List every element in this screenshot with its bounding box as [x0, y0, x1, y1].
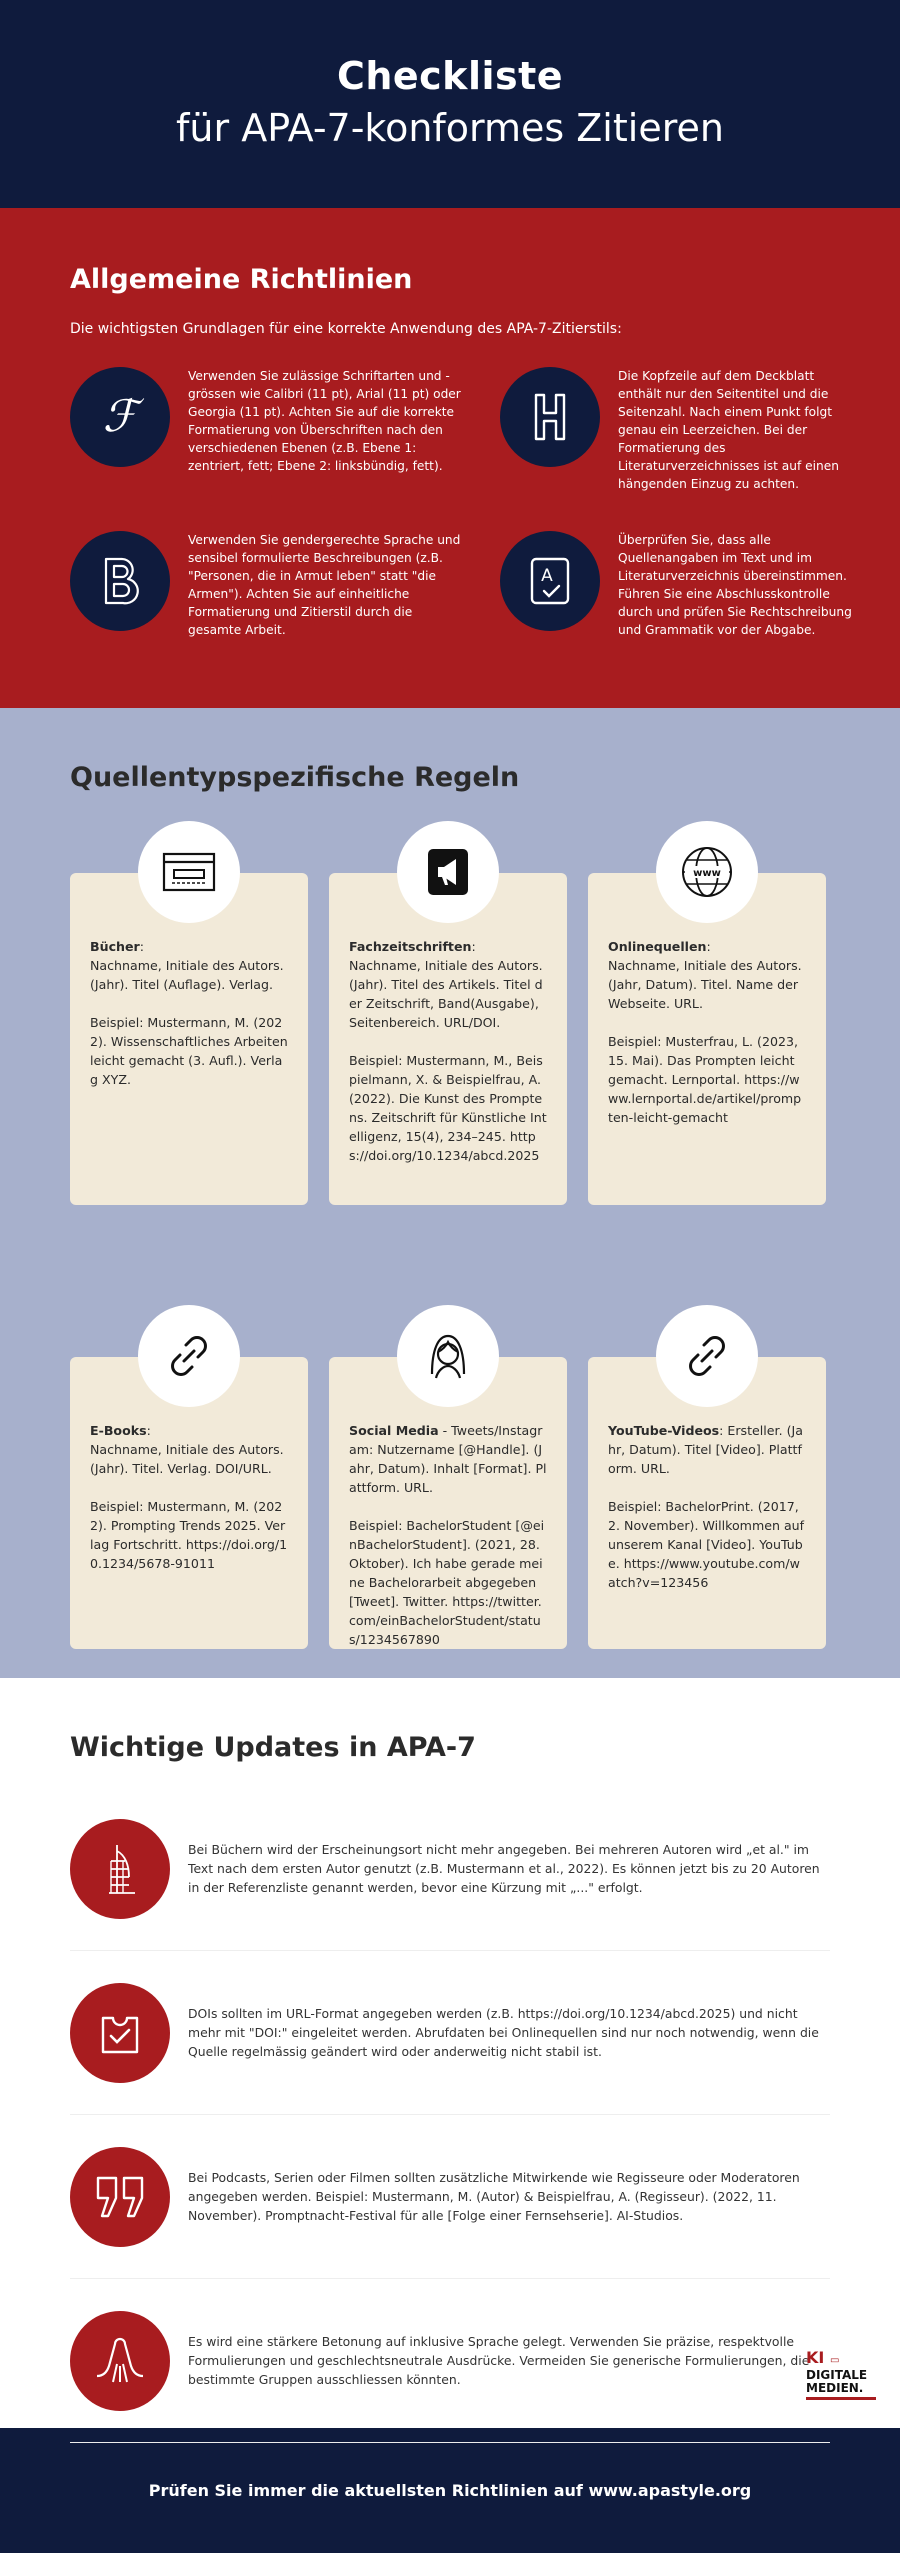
page-subtitle: für APA-7-konformes Zitieren	[176, 106, 724, 150]
source-example: Beispiel: Mustermann, M. (2022). Wissenschaftliches Arbeiten leicht gemacht (3. Aufl.). Verlag XYZ.	[90, 1015, 288, 1087]
guideline-text: Überprüfen Sie, dass alle Quellenangaben im Text und im Literaturverzeichnis übereinstimmen. Führen Sie eine Abschlusskontrolle durch und prüfen Sie Rechtschreibung und Grammatik vor der Abgabe.	[618, 533, 852, 637]
source-rule: Nachname, Initiale des Autors. (Jahr). Titel. Verlag. DOI/URL.	[90, 1442, 284, 1476]
source-example: Beispiel: Mustermann, M. (2022). Prompting Trends 2025. Verlag Fortschritt. https://doi.org/10.1234/5678-91011	[90, 1499, 288, 1571]
link-icon	[138, 1305, 240, 1407]
source-title: YouTube-Videos	[608, 1423, 720, 1438]
source-card-journals	[329, 821, 567, 1205]
guideline-item-header	[500, 367, 855, 493]
quote-icon	[70, 2147, 170, 2247]
source-card-body: Bücher: Nachname, Initiale des Autors. (Jahr). Titel (Auflage). Verlag. Beispiel: Mustermann, M. (2022). Wissenschaftliches Arbeiten leicht gemacht (3. Aufl.). Verlag XYZ.	[70, 873, 308, 1205]
general-heading: Allgemeine Richtlinien	[70, 264, 413, 295]
page-header	[0, 0, 900, 208]
update-text: Es wird eine stärkere Betonung auf inklusive Sprache gelegt. Verwenden Sie präzise, respektvolle Formulierungen und geschlechtsneutrale Ausdrücke. Vermeiden Sie generische Formulierungen, die bestimmte Gruppen ausschliessen könnten.	[188, 2334, 810, 2387]
woman-icon	[397, 1305, 499, 1407]
update-item	[70, 1951, 830, 2115]
globe-icon	[656, 821, 758, 923]
source-example: Beispiel: BachelorStudent [@einBachelorStudent]. (2021, 28. Oktober). Ich habe gerade meine Bachelorarbeit abgegeben [Tweet]. Twitter. https://twitter.com/einBachelorStudent/status/1234567890	[349, 1518, 545, 1647]
page-footer	[0, 2428, 900, 2553]
svg-text:ℱ: ℱ	[102, 391, 138, 442]
source-card-social	[329, 1305, 567, 1649]
building-icon	[70, 1819, 170, 1919]
guideline-text: Verwenden Sie zulässige Schriftarten und -grössen wie Calibri (11 pt), Arial (11 pt) oder Georgia (11 pt). Achten Sie auf die korrekte Formatierung von Überschriften nach den verschiedenen Ebenen (z.B. Ebene 1: zentriert, fett; Ebene 2: linksbündig, fett).	[188, 369, 461, 473]
font-icon	[70, 367, 170, 467]
svg-text:A: A	[541, 566, 553, 586]
link-icon	[656, 1305, 758, 1407]
book-icon	[138, 821, 240, 923]
general-guidelines-section	[0, 208, 900, 708]
update-text: Bei Podcasts, Serien oder Filmen sollten zusätzliche Mitwirkende wie Regisseure oder Moderatoren angegeben werden. Beispiel: Mustermann, M. (Autor) & Beispielfrau, A. (Regisseur). (2022, 11. November). Promptnacht-Festival für alle [Folge einer Fernsehserie]. AI-Studios.	[188, 2170, 800, 2223]
updates-section	[0, 1678, 900, 2428]
source-rule: Nachname, Initiale des Autors. (Jahr). Titel (Auflage). Verlag.	[90, 958, 284, 992]
source-example: Beispiel: BachelorPrint. (2017, 2. November). Willkommen auf unserem Kanal [Video]. YouTube. https://www.youtube.com/watch?v=123456	[608, 1499, 805, 1590]
calendar-check-icon	[70, 1983, 170, 2083]
svg-text:www: www	[693, 868, 721, 879]
source-title: Onlinequellen	[608, 939, 707, 954]
inclusion-icon	[70, 2311, 170, 2411]
update-text: DOIs sollten im URL-Format angegeben werden (z.B. https://doi.org/10.1234/abcd.2025) und nicht mehr mit "DOI:" eingeleitet werden. Abrufdaten bei Onlinequellen sind nur noch notwendig, wenn die Quelle regelmässig geändert wird oder anderweitig nicht stabil ist.	[188, 2006, 819, 2059]
update-text: Bei Büchern wird der Erscheinungsort nicht mehr angegeben. Bei mehreren Autoren wird „et al." im Text nach dem ersten Autor genutzt (z.B. Mustermann et al., 2022). Es können jetzt bis zu 20 Autoren in der Referenzliste genannt werden, bevor eine Kürzung mit „..." erfolgt.	[188, 1842, 820, 1895]
ki-digitale-medien-logo: KI ▭ DIGITALE MEDIEN.	[806, 2350, 878, 2400]
megaphone-icon	[397, 821, 499, 923]
spellcheck-icon	[500, 531, 600, 631]
guideline-item-language	[70, 531, 465, 639]
source-example: Beispiel: Musterfrau, L. (2023, 15. Mai). Das Prompten leicht gemacht. Lernportal. https://www.lernportal.de/artikel/prompten-leicht-gemacht	[608, 1034, 802, 1125]
general-intro: Die wichtigsten Grundlagen für eine korrekte Anwendung des APA-7-Zitierstils:	[70, 321, 622, 337]
guideline-item-fonts	[70, 367, 465, 493]
page-title: Checkliste	[336, 54, 564, 98]
sources-heading: Quellentypspezifische Regeln	[70, 762, 520, 793]
source-card-books	[70, 821, 308, 1205]
source-card-body: Social Media - Tweets/Instagram: Nutzername [@Handle]. (Jahr, Datum). Inhalt [Format]. Plattform. URL. Beispiel: BachelorStudent [@einBachelorStudent]. (2021, 28. Oktober). Ich habe gerade meine Bachelorarbeit abgegeben [Tweet]. Twitter. https://twitter.com/einBachelorStudent/status/1234567890	[329, 1357, 567, 1649]
source-card-body: YouTube-Videos: Ersteller. (Jahr, Datum). Titel [Video]. Plattform. URL. Beispiel: BachelorPrint. (2017, 2. November). Willkommen auf unserem Kanal [Video]. YouTube. https://www.youtube.com/watch?v=123456	[588, 1357, 826, 1649]
source-card-online	[588, 821, 826, 1205]
updates-heading: Wichtige Updates in APA-7	[70, 1732, 476, 1763]
source-card-ebooks	[70, 1305, 308, 1649]
source-title: E-Books	[90, 1423, 147, 1438]
update-item	[70, 1787, 830, 1951]
source-card-body: Onlinequellen: Nachname, Initiale des Autors. (Jahr, Datum). Titel. Name der Webseite. URL. Beispiel: Musterfrau, L. (2023, 15. Mai). Das Prompten leicht gemacht. Lernportal. https://www.lernportal.de/artikel/prompten-leicht-gemacht	[588, 873, 826, 1205]
update-item	[70, 2115, 830, 2279]
footer-text: Prüfen Sie immer die aktuellsten Richtlinien auf www.apastyle.org	[148, 2481, 752, 2500]
bold-icon	[70, 531, 170, 631]
source-title: Bücher	[90, 939, 140, 954]
source-title: Fachzeitschriften	[349, 939, 472, 954]
source-example: Beispiel: Mustermann, M., Beispielmann, X. & Beispielfrau, A. (2022). Die Kunst des Promptens. Zeitschrift für Künstliche Intelligenz, 15(4), 234–245. https://doi.org/10.1234/abcd.2025	[349, 1053, 547, 1163]
source-card-youtube	[588, 1305, 826, 1649]
source-title: Social Media	[349, 1423, 439, 1438]
guideline-item-review	[500, 531, 855, 639]
header-icon	[500, 367, 600, 467]
source-rule: Nachname, Initiale des Autors. (Jahr, Datum). Titel. Name der Webseite. URL.	[608, 958, 802, 1011]
guideline-text: Verwenden Sie gendergerechte Sprache und sensibel formulierte Beschreibungen (z.B. "Personen, die in Armut leben" statt "die Armen"). Achten Sie auf einheitliche Formatierung und Zitierstil durch die gesamte Arbeit.	[188, 533, 461, 637]
source-rules-section	[0, 708, 900, 1678]
update-item	[70, 2279, 830, 2443]
guideline-text: Die Kopfzeile auf dem Deckblatt enthält nur den Seitentitel und die Seitenzahl. Nach einem Punkt folgt genau ein Leerzeichen. Bei der Formatierung des Literaturverzeichnisses ist auf einen hängenden Einzug zu achten.	[618, 369, 839, 491]
source-card-body: Fachzeitschriften: Nachname, Initiale des Autors. (Jahr). Titel des Artikels. Titel der Zeitschrift, Band(Ausgabe), Seitenbereich. URL/DOI. Beispiel: Mustermann, M., Beispielmann, X. & Beispielfrau, A. (2022). Die Kunst des Promptens. Zeitschrift für Künstliche Intelligenz, 15(4), 234–245. https://doi.org/10.1234/abcd.2025	[329, 873, 567, 1205]
source-rule: Nachname, Initiale des Autors. (Jahr). Titel des Artikels. Titel der Zeitschrift, Band(Ausgabe), Seitenbereich. URL/DOI.	[349, 958, 543, 1030]
source-card-body: E-Books: Nachname, Initiale des Autors. (Jahr). Titel. Verlag. DOI/URL. Beispiel: Mustermann, M. (2022). Prompting Trends 2025. Verlag Fortschritt. https://doi.org/10.1234/5678-91011	[70, 1357, 308, 1649]
